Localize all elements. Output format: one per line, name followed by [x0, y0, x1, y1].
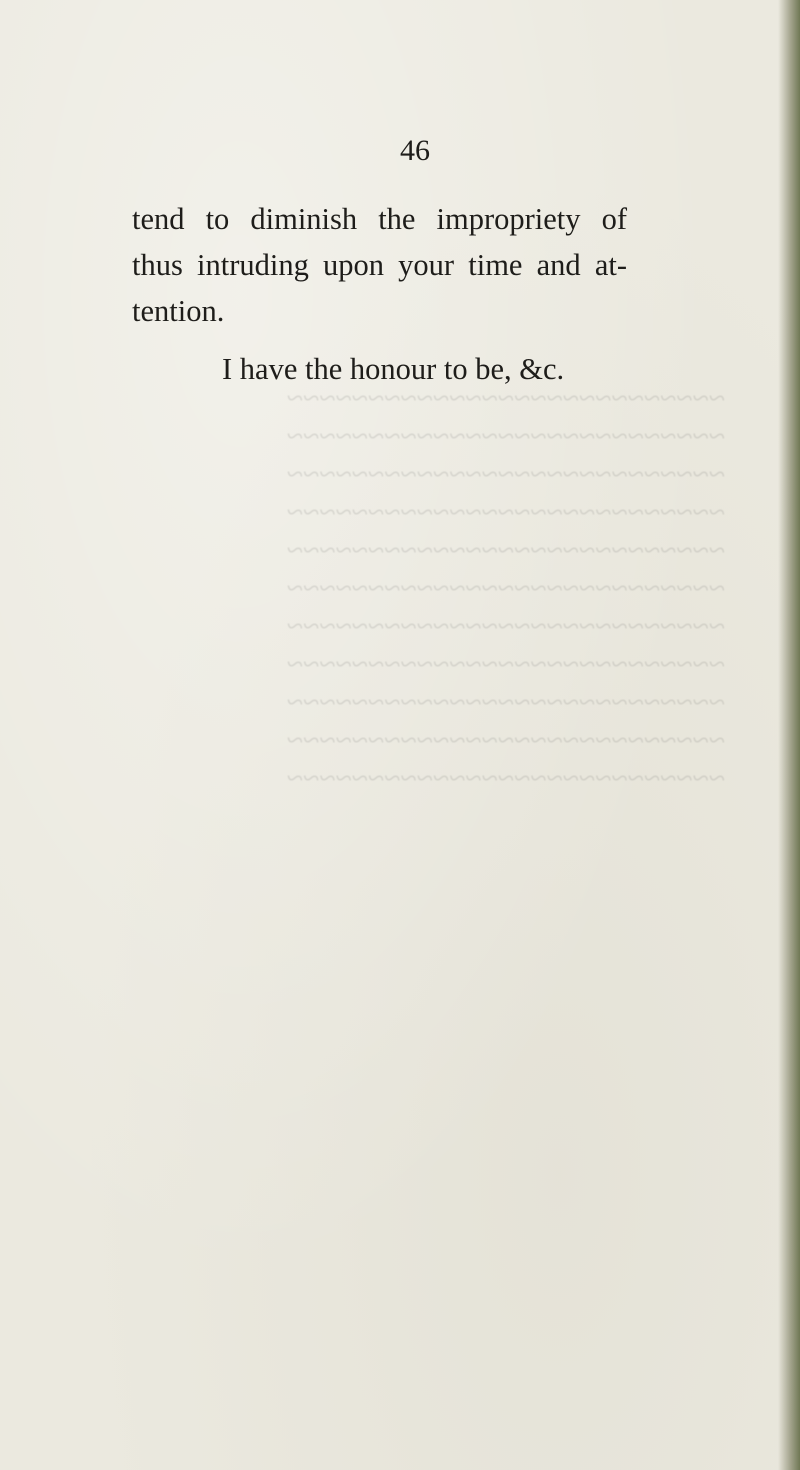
page-number: 46 — [400, 134, 430, 167]
bleed-through-texture: ~~~~~~~~~~~~~~~~~~~~~~~~~~~ ~~~~~~~~~~~~~~~~~~~~~~~~~~~ ~~~~~~~~~~~~~~~~~~~~~~~~~~~ ~~~~~~~~~~~~~~~~~~~~~~~~~~~ ~~~~~~~~~~~~~~~~~~~~~~~~~~~ ~~~~~~~~~~~~~~~~~~~~~~~~~~~ ~~~~~~~~~~~~~~~~~~~~~~~~~~~ ~~~~~~~~~~~~~~~~~~~~~~~~~~~ ~~~~~~~~~~~~~~~~~~~~~~~~~~~ ~~~~~~~~~~~~~~~~~~~~~~~~~~~ ~~~~~~~~~~~~~~~~~~~~~~~~~~~ — [286, 382, 725, 795]
page-edge-shadow — [778, 0, 800, 1470]
body-text — [132, 196, 632, 334]
text-line: thus intruding upon your time and at- — [132, 248, 627, 282]
text-line: tend to diminish the impropriety of — [132, 202, 627, 236]
letter-closing: I have the honour to be, &c. — [222, 352, 565, 386]
text-line: tention. — [132, 294, 225, 328]
